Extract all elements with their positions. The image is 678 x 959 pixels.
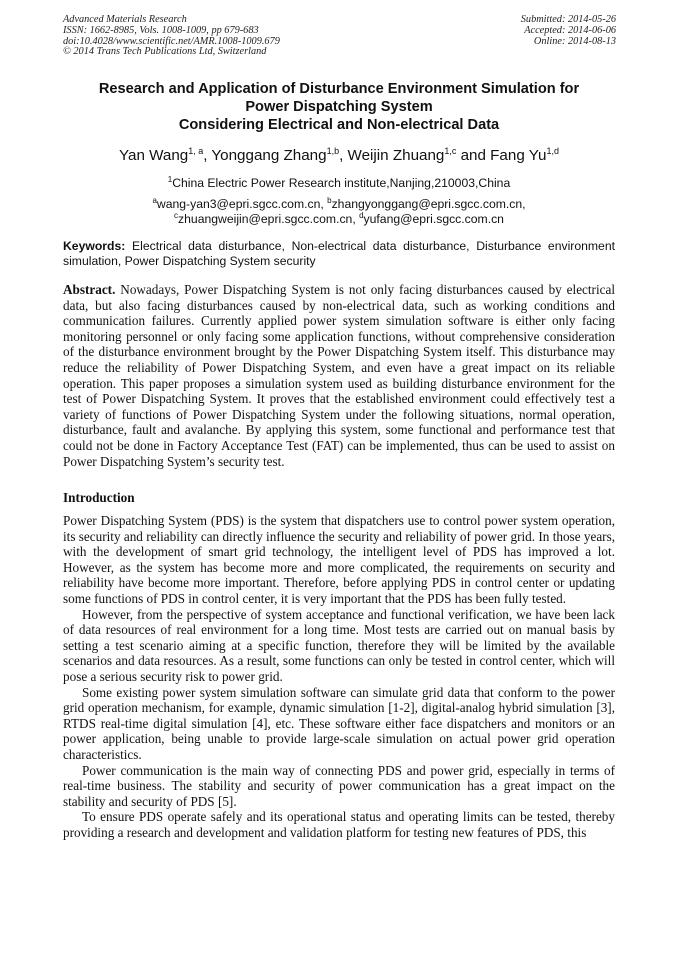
doi-line[interactable]: doi:10.4028/www.scientific.net/AMR.1008-1009.679 [63,35,280,47]
email-line [40,212,638,227]
submitted-date: Submitted: 2014-05-26 [520,14,616,25]
email-marker: c [174,210,179,220]
body-paragraph: However, from the perspective of system acceptance and functional verification, we have been lack of data resources of real environment for a long time. Most tests are carried out on manual basis by setting a test scenario aiming at a specific function, therefore they will be limited by the available scenarios and data resources. As a result, some functions can only be tested in control center, which will pose a serious security risk to power grid. [63,606,615,684]
email-address[interactable]: wang-yan3@epri.sgcc.com.cn, [156,197,328,211]
keywords-block [63,239,615,269]
author-affil-marker: 1,d [546,146,559,156]
author-separator: , [203,147,212,164]
email-address[interactable]: zhuangweijin@epri.sgcc.com.cn, [178,211,360,226]
author-emails [40,197,638,226]
author-name: Yan Wang [119,147,189,164]
abstract-text: Nowadays, Power Dispatching System is not only facing disturbances caused by electrical data, but also facing disturbances caused by non-electrical data, such as working conditions and communication failures. Currently applied power system simulation software is either only facing monitoring personnel or only facing some application functions, without comprehensive consideration of the disturbance environment brought by the Power Dispatching System itself. This disturbance may reduce the reliability of Power Dispatching System, and even have a great impact on its reliable operation. This paper proposes a simulation system used as building disturbance environment for the test of Power Dispatching System. It proves that the established environment could effectively test a variety of functions of Power Dispatching System under the following situations, normal operation, disturbance, fault and avalanche. By applying this system, some functional and performance test that could not be done in Factory Acceptance Test (FAT) can be implemented, thus can be used to assist on Power Dispatching System’s security test. [63,282,615,469]
abstract-block [63,282,615,469]
introduction-body [63,513,615,840]
journal-info [63,15,280,58]
email-address[interactable]: yufang@epri.sgcc.com.cn [363,211,504,226]
author-affil-marker: 1, a [188,146,204,156]
keywords-text: Electrical data disturbance, Non-electrical data disturbance, Disturbance environment simulation, Power Dispatching System security [63,239,615,268]
email-address[interactable]: zhangyonggang@epri.sgcc.com.cn, [331,197,526,211]
copyright-line: © 2014 Trans Tech Publications Ltd, Switzerland [63,46,267,58]
section-heading-introduction: Introduction [63,490,135,505]
affiliation-text: China Electric Power Research institute,Nanjing,210003,China [172,176,511,190]
affiliation-marker: 1 [167,175,173,184]
author-separator: and [456,147,491,164]
author-affil-marker: 1,b [326,146,340,156]
body-paragraph: Some existing power system simulation software can simulate grid data that conform to the power grid operation mechanism, for example, dynamic simulation [1-2], digital-analog hybrid simulation [3], RTDS real-time digital simulation [4], etc. These software either face dispatchers and monitors or an power application, being unable to provide large-scale simulation on actual power grid operation characteristics. [63,684,615,762]
accepted-date: Accepted: 2014-06-06 [524,24,616,36]
author-name: Weijin Zhuang [347,147,445,164]
title-line: Research and Application of Disturbance Environment Simulation for [98,81,580,97]
body-paragraph: Power Dispatching System (PDS) is the system that dispatchers use to control power system operation, its security and reliability can directly influence the security and reliability of power grid. In those years, with the development of smart grid technology, the intelligent level of PDS has improved a lot. However, as the system has become more and more complicated, the requirements on security and reliability have become more important. Therefore, before applying PDS in control center or updating some functions of PDS in control center, it is very important that the PDS has been fully tested. [63,513,615,606]
affiliation [40,176,638,190]
author-name: Yonggang Zhang [211,147,327,164]
keywords-label: Keywords: [63,239,126,253]
body-paragraph: Power communication is the main way of connecting PDS and power grid, especially in terms of real-time business. The stability and security of power communication has a great impact on the stability and security of PDS [5]. [63,762,615,809]
email-marker: a [152,196,157,205]
author-list [40,147,638,165]
email-line [40,197,638,212]
paper-title [40,80,638,134]
author-name: Fang Yu [490,147,547,164]
publication-dates [521,15,616,47]
body-paragraph: To ensure PDS operate safely and its operational status and operating limits can be tested, thereby providing a research and development and validation platform for testing new features of PDS, this [63,809,615,840]
email-marker: b [327,196,332,205]
email-marker: d [359,210,364,220]
title-line: Considering Electrical and Non-electrical Data [178,117,500,133]
online-date: Online: 2014-08-13 [533,35,616,47]
title-line: Power Dispatching System [245,99,433,115]
abstract-label: Abstract. [63,282,116,297]
author-separator: , [339,147,348,164]
author-affil-marker: 1,c [444,146,457,156]
journal-name: Advanced Materials Research [63,14,187,25]
issn-line: ISSN: 1662-8985, Vols. 1008-1009, pp 679-683 [63,24,259,36]
